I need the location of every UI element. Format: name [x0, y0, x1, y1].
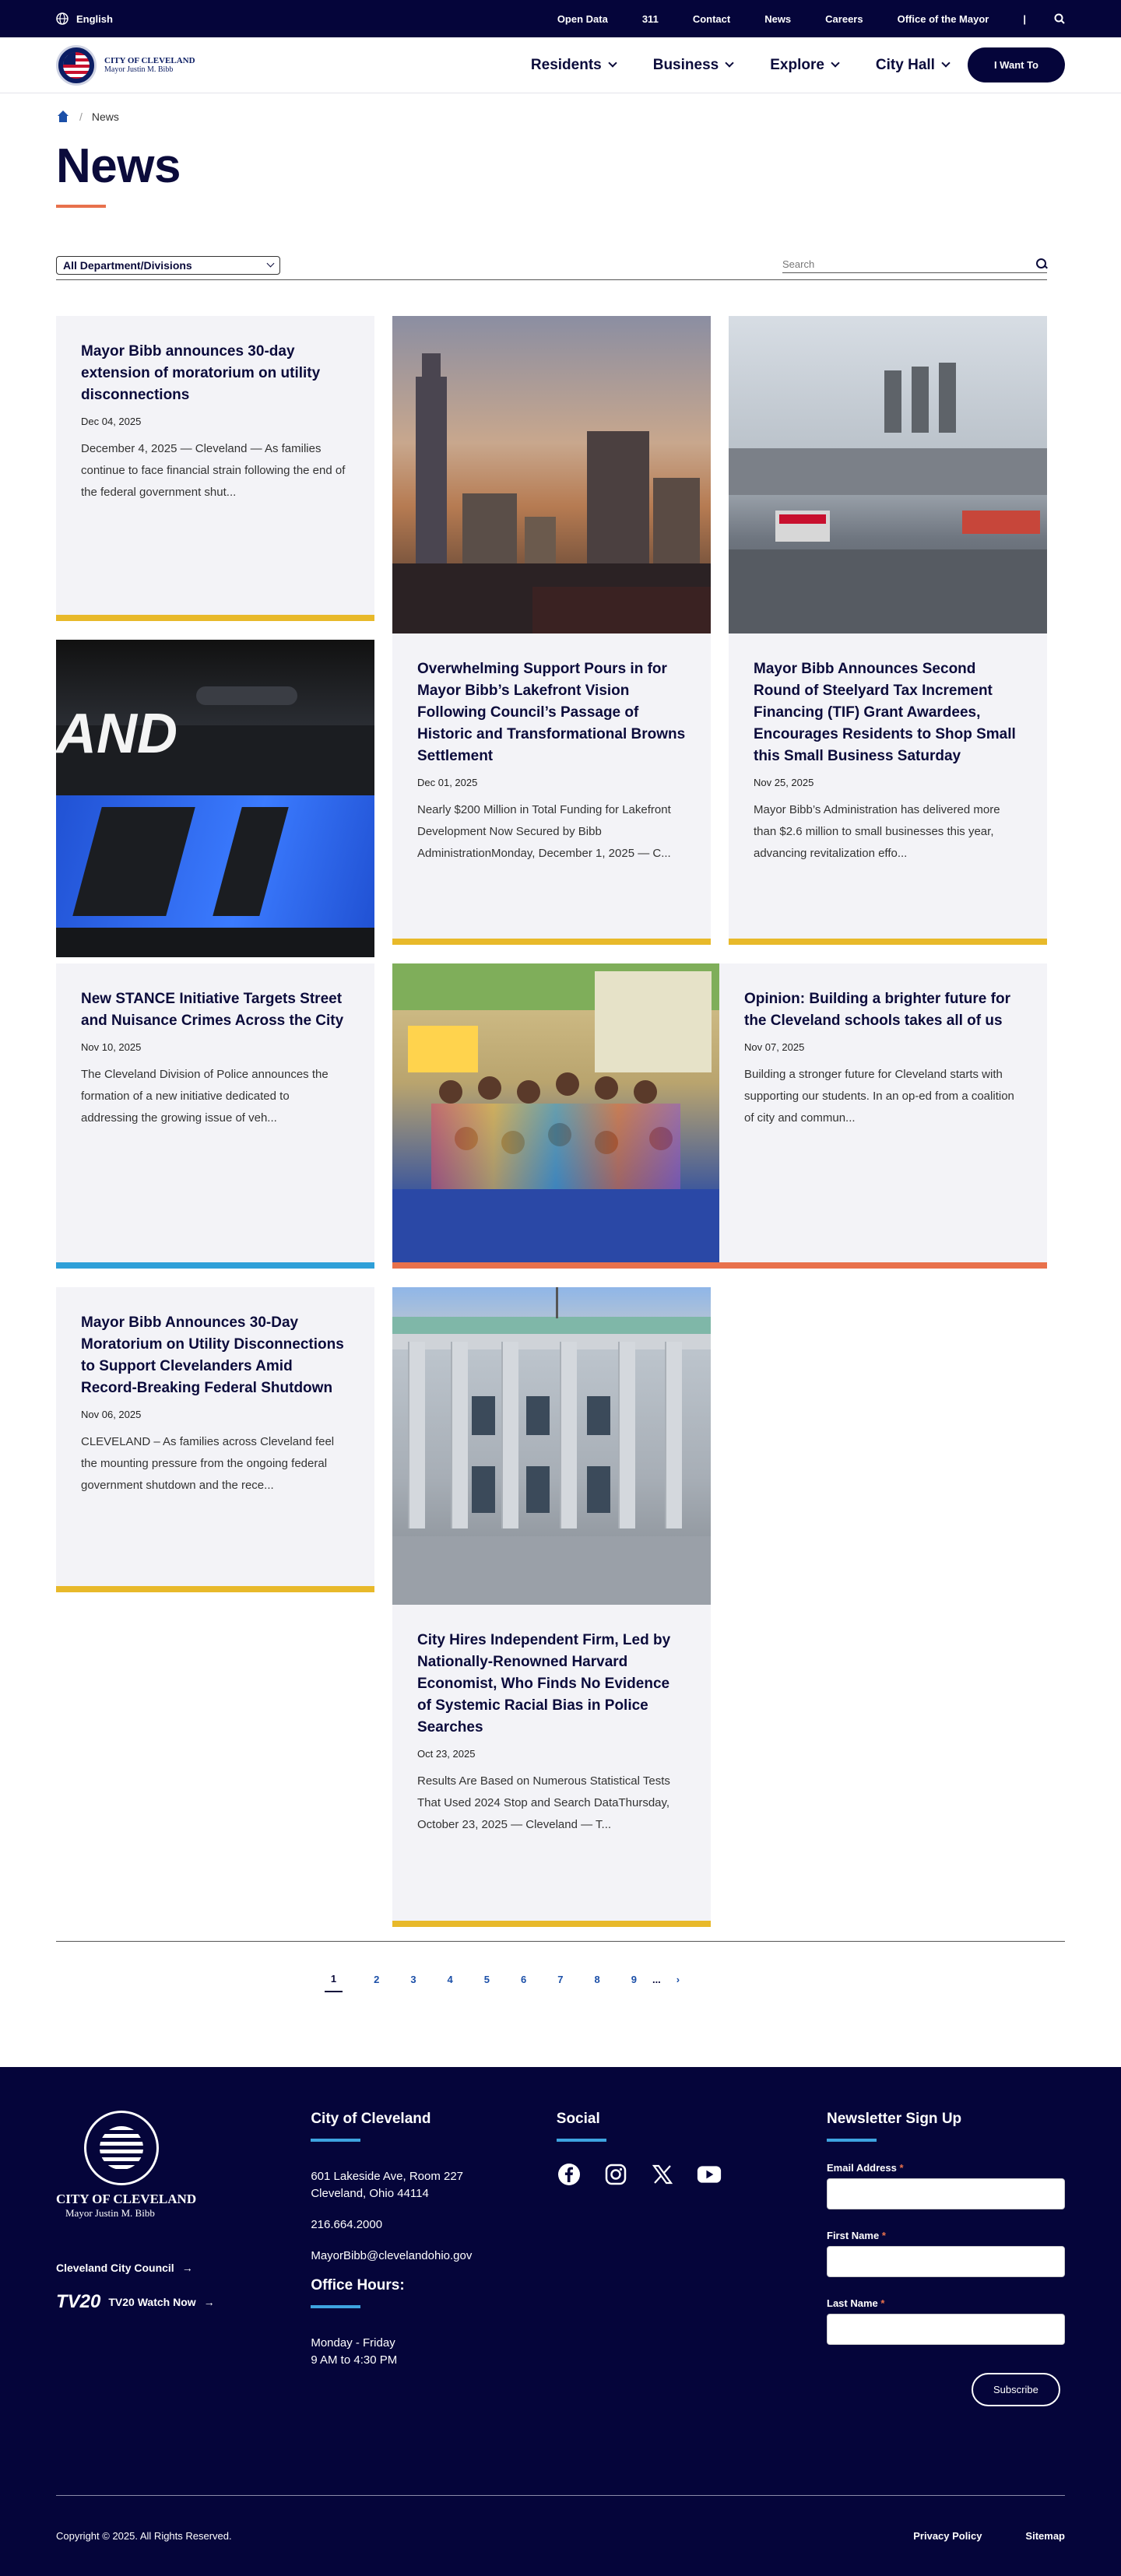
news-card-excerpt: The Cleveland Division of Police announces the formation of a new initiative dedicated to addressing the growing issue of veh... — [81, 1068, 329, 1125]
nav-city-hall-label: City Hall — [875, 56, 935, 73]
news-card-title[interactable]: New STANCE Initiative Targets Street and Nuisance Crimes Across the City — [81, 991, 344, 1029]
nav-business[interactable] — [653, 57, 733, 74]
chevron-down-icon — [267, 260, 275, 268]
required-mark: * — [881, 2230, 886, 2241]
page-link[interactable]: 6 — [521, 1974, 527, 1985]
last-name-label-text: Last Name — [827, 2297, 878, 2309]
page-link[interactable]: 7 — [557, 1974, 564, 1985]
sitemap-link[interactable]: Sitemap — [1025, 2530, 1065, 2542]
news-card-title[interactable]: Opinion: Building a brighter future for the Cleveland schools takes all of us — [744, 991, 1010, 1029]
language-selector[interactable] — [56, 12, 113, 25]
chevron-down-icon — [831, 58, 839, 67]
city-seal-icon[interactable] — [84, 2111, 159, 2185]
nav-explore[interactable] — [770, 57, 838, 74]
required-mark: * — [899, 2162, 904, 2174]
subscribe-button[interactable]: Subscribe — [972, 2373, 1060, 2406]
facebook-icon[interactable] — [557, 2162, 582, 2187]
page-link[interactable]: 3 — [410, 1974, 416, 1985]
first-name-label — [827, 2230, 1065, 2241]
office-hours — [311, 2335, 556, 2369]
news-card-excerpt: CLEVELAND – As families across Cleveland feel the mounting pressure from the ongoing federal government shutdown and the rece... — [81, 1435, 335, 1492]
police-decal-text: AND — [56, 703, 177, 765]
news-card-title[interactable]: Mayor Bibb Announces Second Round of Steelyard Tax Increment Financing (TIF) Grant Awardees, Encourages Residents to Shop Small this Small Business Saturday — [754, 661, 1016, 764]
page-link[interactable]: 8 — [594, 1974, 600, 1985]
heading-underline — [311, 2139, 360, 2142]
heading-underline — [311, 2305, 360, 2308]
department-select-value: All Department/Divisions — [63, 259, 192, 272]
x-icon[interactable] — [650, 2162, 675, 2187]
address-line-2: Cleveland, Ohio 44114 — [311, 2187, 429, 2200]
news-card-title[interactable]: Mayor Bibb Announces 30-Day Moratorium on Utility Disconnections to Support Clevelanders Amid Record-Breaking Federal Shutdown — [81, 1314, 344, 1396]
city-hall-image[interactable] — [392, 1287, 711, 1605]
page-link[interactable]: 4 — [447, 1974, 453, 1985]
tv20-link[interactable] — [56, 2291, 311, 2313]
footer-mayor-name: Mayor Justin M. Bibb — [65, 2207, 155, 2219]
required-mark: * — [880, 2297, 885, 2309]
police-car-image[interactable] — [56, 640, 374, 957]
language-label: English — [76, 12, 113, 25]
department-select[interactable] — [56, 256, 280, 275]
news-card[interactable] — [392, 633, 711, 945]
news-card-excerpt: Mayor Bibb’s Administration has delivered more than $2.6 million to small businesses this year, advancing revitalization effo... — [754, 803, 1000, 860]
news-card-date: Oct 23, 2025 — [417, 1748, 476, 1760]
footer-city-name: CITY OF CLEVELAND — [56, 2192, 197, 2206]
chevron-down-icon — [726, 58, 734, 67]
news-card-date: Nov 10, 2025 — [81, 1041, 142, 1053]
page-link[interactable]: 9 — [631, 1974, 637, 1985]
news-card-excerpt: Results Are Based on Numerous Statistical Tests That Used 2024 Stop and Search DataThursday, October 23, 2025 — Cleveland — T... — [417, 1774, 670, 1831]
page-link[interactable]: 5 — [483, 1974, 490, 1985]
footer-bottom — [56, 2495, 1065, 2576]
home-icon[interactable] — [56, 111, 70, 123]
heading-underline — [557, 2139, 606, 2142]
footer-address — [311, 2168, 556, 2202]
card-accent-bar — [392, 939, 711, 945]
page-current[interactable]: 1 — [325, 1973, 343, 1992]
card-accent-bar — [56, 1262, 374, 1269]
search-placeholder: Search — [782, 258, 815, 270]
tv20-logo-icon: TV20 — [56, 2291, 101, 2312]
news-card-excerpt: December 4, 2025 — Cleveland — As families continue to face financial strain following the end of the federal government shut... — [81, 442, 346, 499]
copyright: Copyright © 2025. All Rights Reserved. — [56, 2530, 232, 2542]
chevron-down-icon — [608, 58, 617, 67]
first-name-label-text: First Name — [827, 2230, 880, 2241]
card-accent-bar — [729, 939, 1047, 945]
news-card[interactable] — [56, 1287, 374, 1592]
news-card-title[interactable]: City Hires Independent Firm, Led by Nationally-Renowned Harvard Economist, Who Finds No Evidence of Systemic Racial Bias in Police Searches — [417, 1632, 671, 1735]
news-card-wide[interactable] — [392, 963, 1047, 1269]
steelyard-image[interactable] — [729, 316, 1047, 633]
news-card-date: Nov 06, 2025 — [81, 1409, 142, 1420]
page-link[interactable]: 2 — [374, 1974, 380, 1985]
news-card-date: Dec 01, 2025 — [417, 777, 478, 788]
page-ellipsis: ... — [652, 1974, 661, 1985]
news-card-date: Dec 04, 2025 — [81, 416, 142, 427]
breadcrumb-separator: / — [79, 111, 83, 123]
arrow-right-icon: → — [181, 2262, 193, 2274]
main-nav — [531, 57, 949, 74]
heading-underline — [827, 2139, 877, 2142]
nav-explore-label: Explore — [770, 56, 824, 73]
nav-residents-label: Residents — [530, 56, 602, 73]
tv20-label: TV20 Watch Now — [108, 2296, 196, 2308]
city-council-link[interactable] — [56, 2262, 311, 2274]
breadcrumb-current: News — [91, 111, 119, 123]
footer-phone[interactable]: 216.664.2000 — [311, 2218, 383, 2231]
nav-city-hall[interactable] — [876, 57, 949, 74]
nav-business-label: Business — [652, 56, 719, 73]
page-title: News — [56, 139, 181, 193]
footer-email[interactable]: MayorBibb@clevelandohio.gov — [311, 2249, 473, 2262]
next-page-icon[interactable]: › — [676, 1974, 680, 1985]
skyline-image[interactable] — [392, 316, 711, 633]
news-card[interactable] — [56, 963, 374, 1269]
city-seal-icon — [56, 45, 97, 86]
city-council-label: Cleveland City Council — [56, 2262, 174, 2274]
youtube-icon[interactable] — [697, 2162, 722, 2187]
card-accent-bar — [392, 1921, 711, 1927]
card-accent-bar — [392, 1262, 1047, 1269]
utility-bar — [0, 0, 1121, 37]
main-header — [0, 37, 1121, 93]
logo-mayor-name: Mayor Justin M. Bibb — [104, 65, 174, 74]
email-label — [827, 2162, 1065, 2174]
news-card-excerpt: Building a stronger future for Cleveland starts with supporting our students. In an op-ed from a coalition of city and commun... — [744, 1068, 1014, 1125]
footer-city-heading: City of Cleveland — [311, 2111, 431, 2127]
news-card-title[interactable]: Overwhelming Support Pours in for Mayor Bibb’s Lakefront Vision Following Council’s Passage of Historic and Transformational Browns Settlement — [417, 661, 686, 764]
office-hours-days: Monday - Friday — [311, 2336, 395, 2350]
utility-link-contact[interactable]: Contact — [692, 12, 731, 25]
instagram-icon[interactable] — [603, 2162, 628, 2187]
news-card-excerpt: Nearly $200 Million in Total Funding for Lakefront Development Now Secured by Bibb AdministrationMonday, December 1, 2025 — C... — [417, 803, 671, 860]
news-card[interactable] — [56, 316, 374, 621]
utility-link-news[interactable]: News — [764, 12, 792, 25]
search-input[interactable] — [782, 258, 1047, 273]
students-image[interactable] — [392, 963, 719, 1262]
email-field[interactable] — [827, 2178, 1065, 2209]
news-card-title[interactable]: Mayor Bibb announces 30-day extension of moratorium on utility disconnections — [81, 343, 321, 403]
last-name-label — [827, 2297, 1065, 2309]
privacy-policy-link[interactable]: Privacy Policy — [913, 2530, 982, 2542]
newsletter-heading: Newsletter Sign Up — [827, 2111, 962, 2127]
pagination — [0, 1973, 1065, 1992]
i-want-to-button[interactable]: I Want To — [968, 47, 1065, 82]
utility-link-office-of-the-mayor[interactable]: Office of the Mayor — [897, 12, 989, 25]
search-icon[interactable] — [1036, 258, 1047, 269]
newsletter-form — [827, 2111, 1065, 2406]
chevron-down-icon — [941, 58, 950, 67]
news-card[interactable] — [392, 1605, 711, 1927]
office-hours-time: 9 AM to 4:30 PM — [311, 2353, 398, 2367]
filters-bar — [56, 256, 1047, 280]
globe-icon — [56, 12, 69, 25]
breadcrumb — [56, 111, 1065, 123]
utility-link-open-data[interactable]: Open Data — [557, 12, 608, 25]
utility-link-311[interactable]: 311 — [641, 12, 659, 25]
last-name-field[interactable] — [827, 2314, 1065, 2345]
address-line-1: 601 Lakeside Ave, Room 227 — [311, 2170, 464, 2183]
card-accent-bar — [56, 615, 374, 621]
social-heading: Social — [556, 2111, 600, 2127]
search-icon[interactable] — [1054, 13, 1065, 24]
city-logo[interactable] — [56, 45, 195, 86]
card-accent-bar — [56, 1586, 374, 1592]
title-accent-line — [56, 205, 106, 208]
first-name-field[interactable] — [827, 2246, 1065, 2277]
logo-city-name: CITY OF CLEVELAND — [104, 56, 195, 65]
news-card-date: Nov 25, 2025 — [754, 777, 814, 788]
news-card-date: Nov 07, 2025 — [744, 1041, 805, 1053]
nav-residents[interactable] — [531, 57, 616, 74]
office-hours-heading: Office Hours: — [311, 2277, 405, 2293]
email-label-text: Email Address — [827, 2162, 897, 2174]
pagination-divider — [56, 1941, 1065, 1942]
utility-link-careers[interactable]: Careers — [825, 12, 863, 25]
utility-divider: | — [1023, 12, 1026, 25]
arrow-right-icon: → — [203, 2296, 215, 2308]
news-card[interactable] — [729, 633, 1047, 945]
news-grid — [56, 316, 1065, 1927]
site-footer — [0, 2067, 1121, 2576]
social-links — [557, 2162, 821, 2187]
